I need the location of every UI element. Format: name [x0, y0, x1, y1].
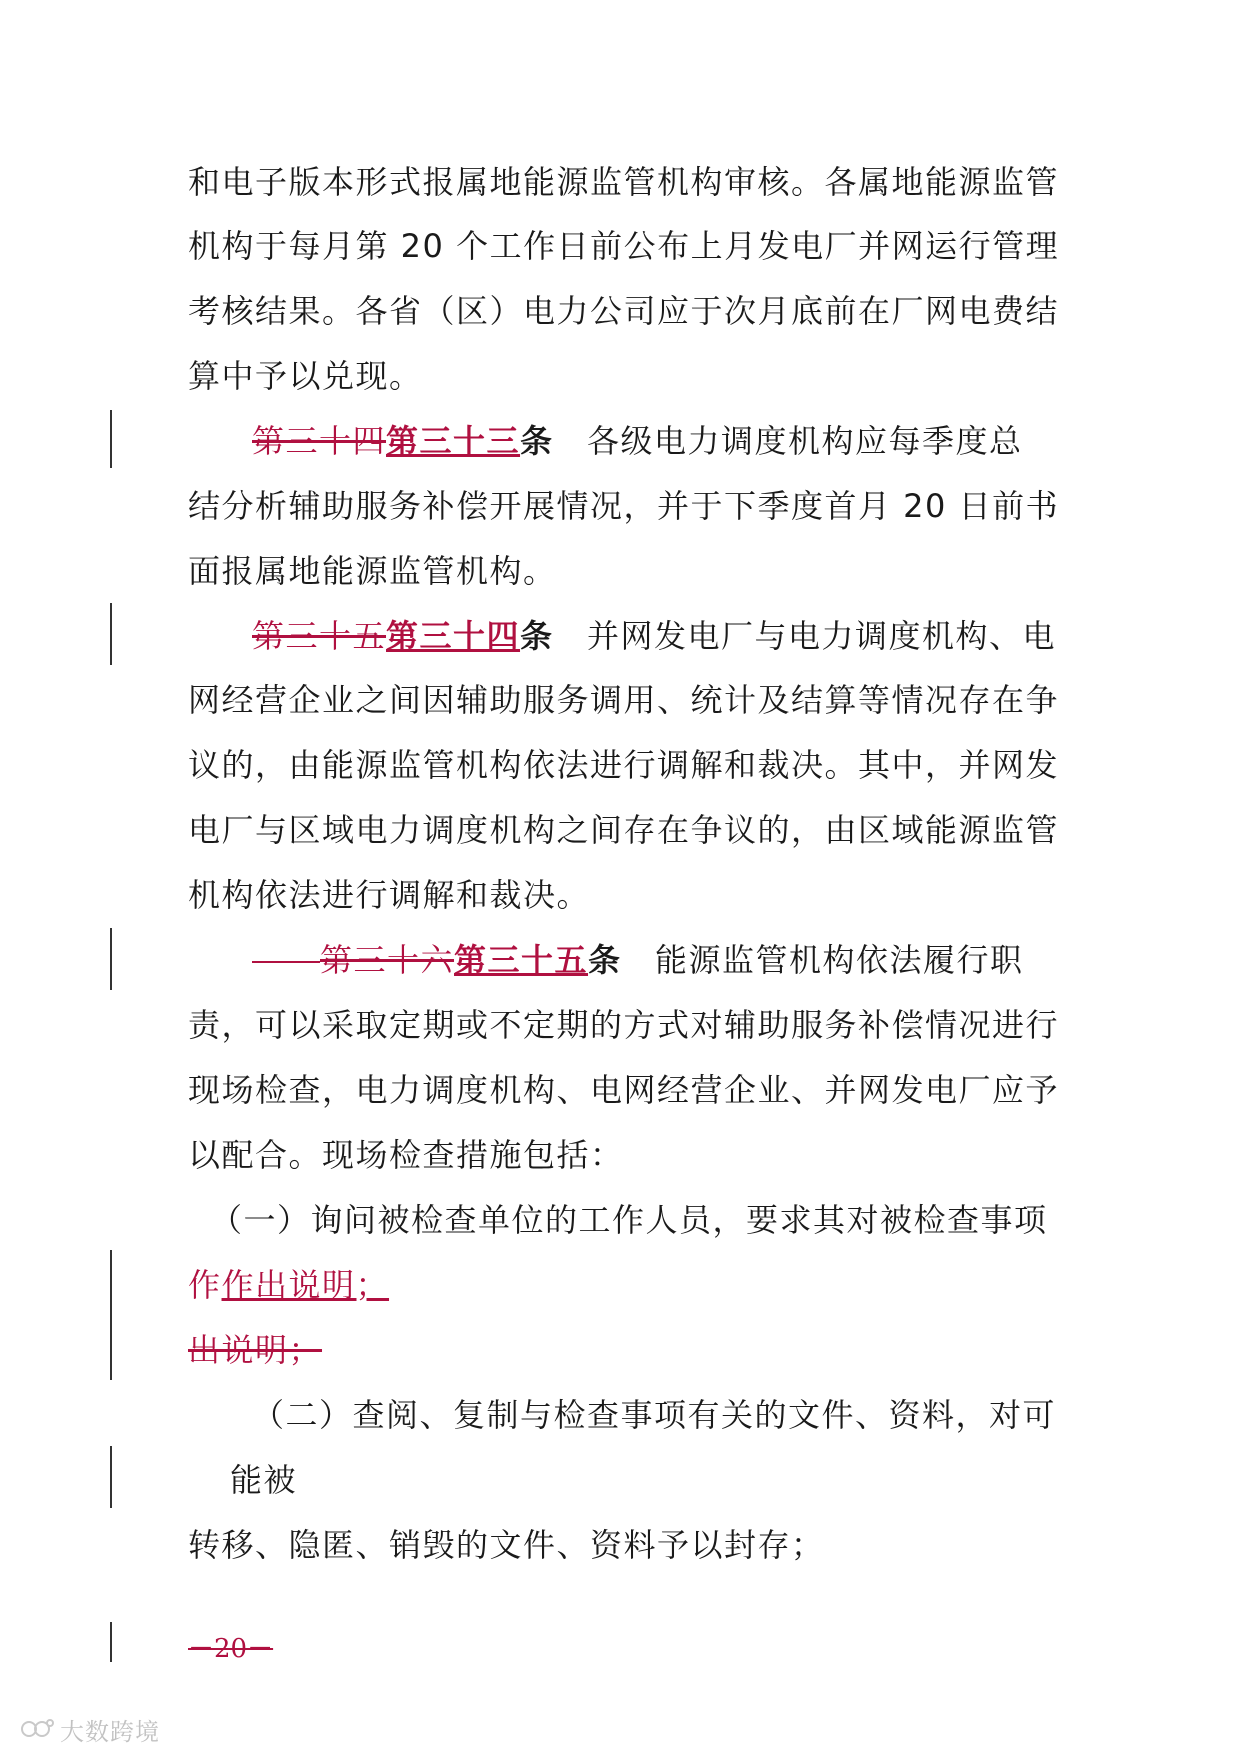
body-line: 机构于每月第 20 个工作日前公布上月发电厂并网运行管理: [188, 227, 1060, 265]
inserted-article-number: 第三十四: [386, 617, 521, 655]
inserted-article-number: 第三十三: [386, 422, 521, 460]
article-text: 并网发电厂与电力调度机构、电: [553, 617, 1057, 655]
revision-line: [188, 1265, 389, 1305]
body-line: 以配合。现场检查措施包括：: [188, 1136, 624, 1174]
body-line: 现场检查，电力调度机构、电网经营企业、并网发电厂应予: [188, 1071, 1060, 1109]
deleted-article-number: 第三十六: [320, 941, 455, 979]
list-item-2: （二）查阅、复制与检查事项有关的文件、资料，对可: [252, 1396, 1057, 1434]
article-suffix: 条: [520, 422, 554, 460]
change-bar: [110, 1250, 112, 1380]
article-36-heading: [252, 940, 1024, 980]
article-suffix: 条: [588, 941, 622, 979]
deleted-article-number: 第三十四: [252, 422, 387, 460]
revision-line: [188, 1330, 322, 1370]
body-line: 面报属地能源监管机构。: [188, 552, 557, 590]
article-suffix: 条: [520, 617, 554, 655]
change-bar: [110, 928, 112, 990]
watermark-logo-icon: [20, 1715, 54, 1743]
revision-char: 作: [188, 1266, 222, 1304]
deleted-article-number: 第三十五: [252, 617, 387, 655]
change-bar: [110, 1622, 112, 1662]
body-line: 议的，由能源监管机构依法进行调解和裁决。其中，并网发: [188, 746, 1060, 784]
inserted-article-number: 第三十五: [454, 941, 589, 979]
inserted-text: 作出说明；: [221, 1266, 390, 1304]
body-line: 算中予以兑现。: [188, 357, 423, 395]
page-number: －20－: [188, 1634, 274, 1664]
body-line: 机构依法进行调解和裁决。: [188, 876, 591, 914]
article-text: 能源监管机构依法履行职: [621, 941, 1024, 979]
article-text: 各级电力调度机构应每季度总: [553, 422, 1023, 460]
change-bar: [110, 603, 112, 665]
body-line: 责，可以采取定期或不定期的方式对辅助服务补偿情况进行: [188, 1006, 1060, 1044]
change-bar: [110, 410, 112, 468]
change-bar: [110, 1446, 112, 1508]
article-34-heading: [252, 421, 1023, 461]
body-line: 能被: [230, 1461, 298, 1499]
body-line: 转移、隐匿、销毁的文件、资料予以封存；: [188, 1526, 825, 1564]
watermark: [20, 1712, 160, 1746]
list-item-1: （一）询问被检查单位的工作人员，要求其对被检查事项: [210, 1201, 1048, 1239]
deleted-text: 出说明；: [188, 1331, 323, 1369]
body-line: 和电子版本形式报属地能源监管机构审核。各属地能源监管: [188, 163, 1060, 201]
body-line: 结分析辅助服务补偿开展情况，并于下季度首月 20 日前书: [188, 487, 1060, 525]
article-35-heading: [252, 616, 1056, 656]
body-line: 网经营企业之间因辅助服务调用、统计及结算等情况存在争: [188, 681, 1060, 719]
body-line: 电厂与区域电力调度机构之间存在争议的，由区域能源监管: [188, 811, 1060, 849]
body-line: 考核结果。各省（区）电力公司应于次月底前在厂网电费结: [188, 292, 1060, 330]
deleted-dash: [252, 961, 320, 963]
watermark-text: 大数跨境: [60, 1717, 160, 1746]
